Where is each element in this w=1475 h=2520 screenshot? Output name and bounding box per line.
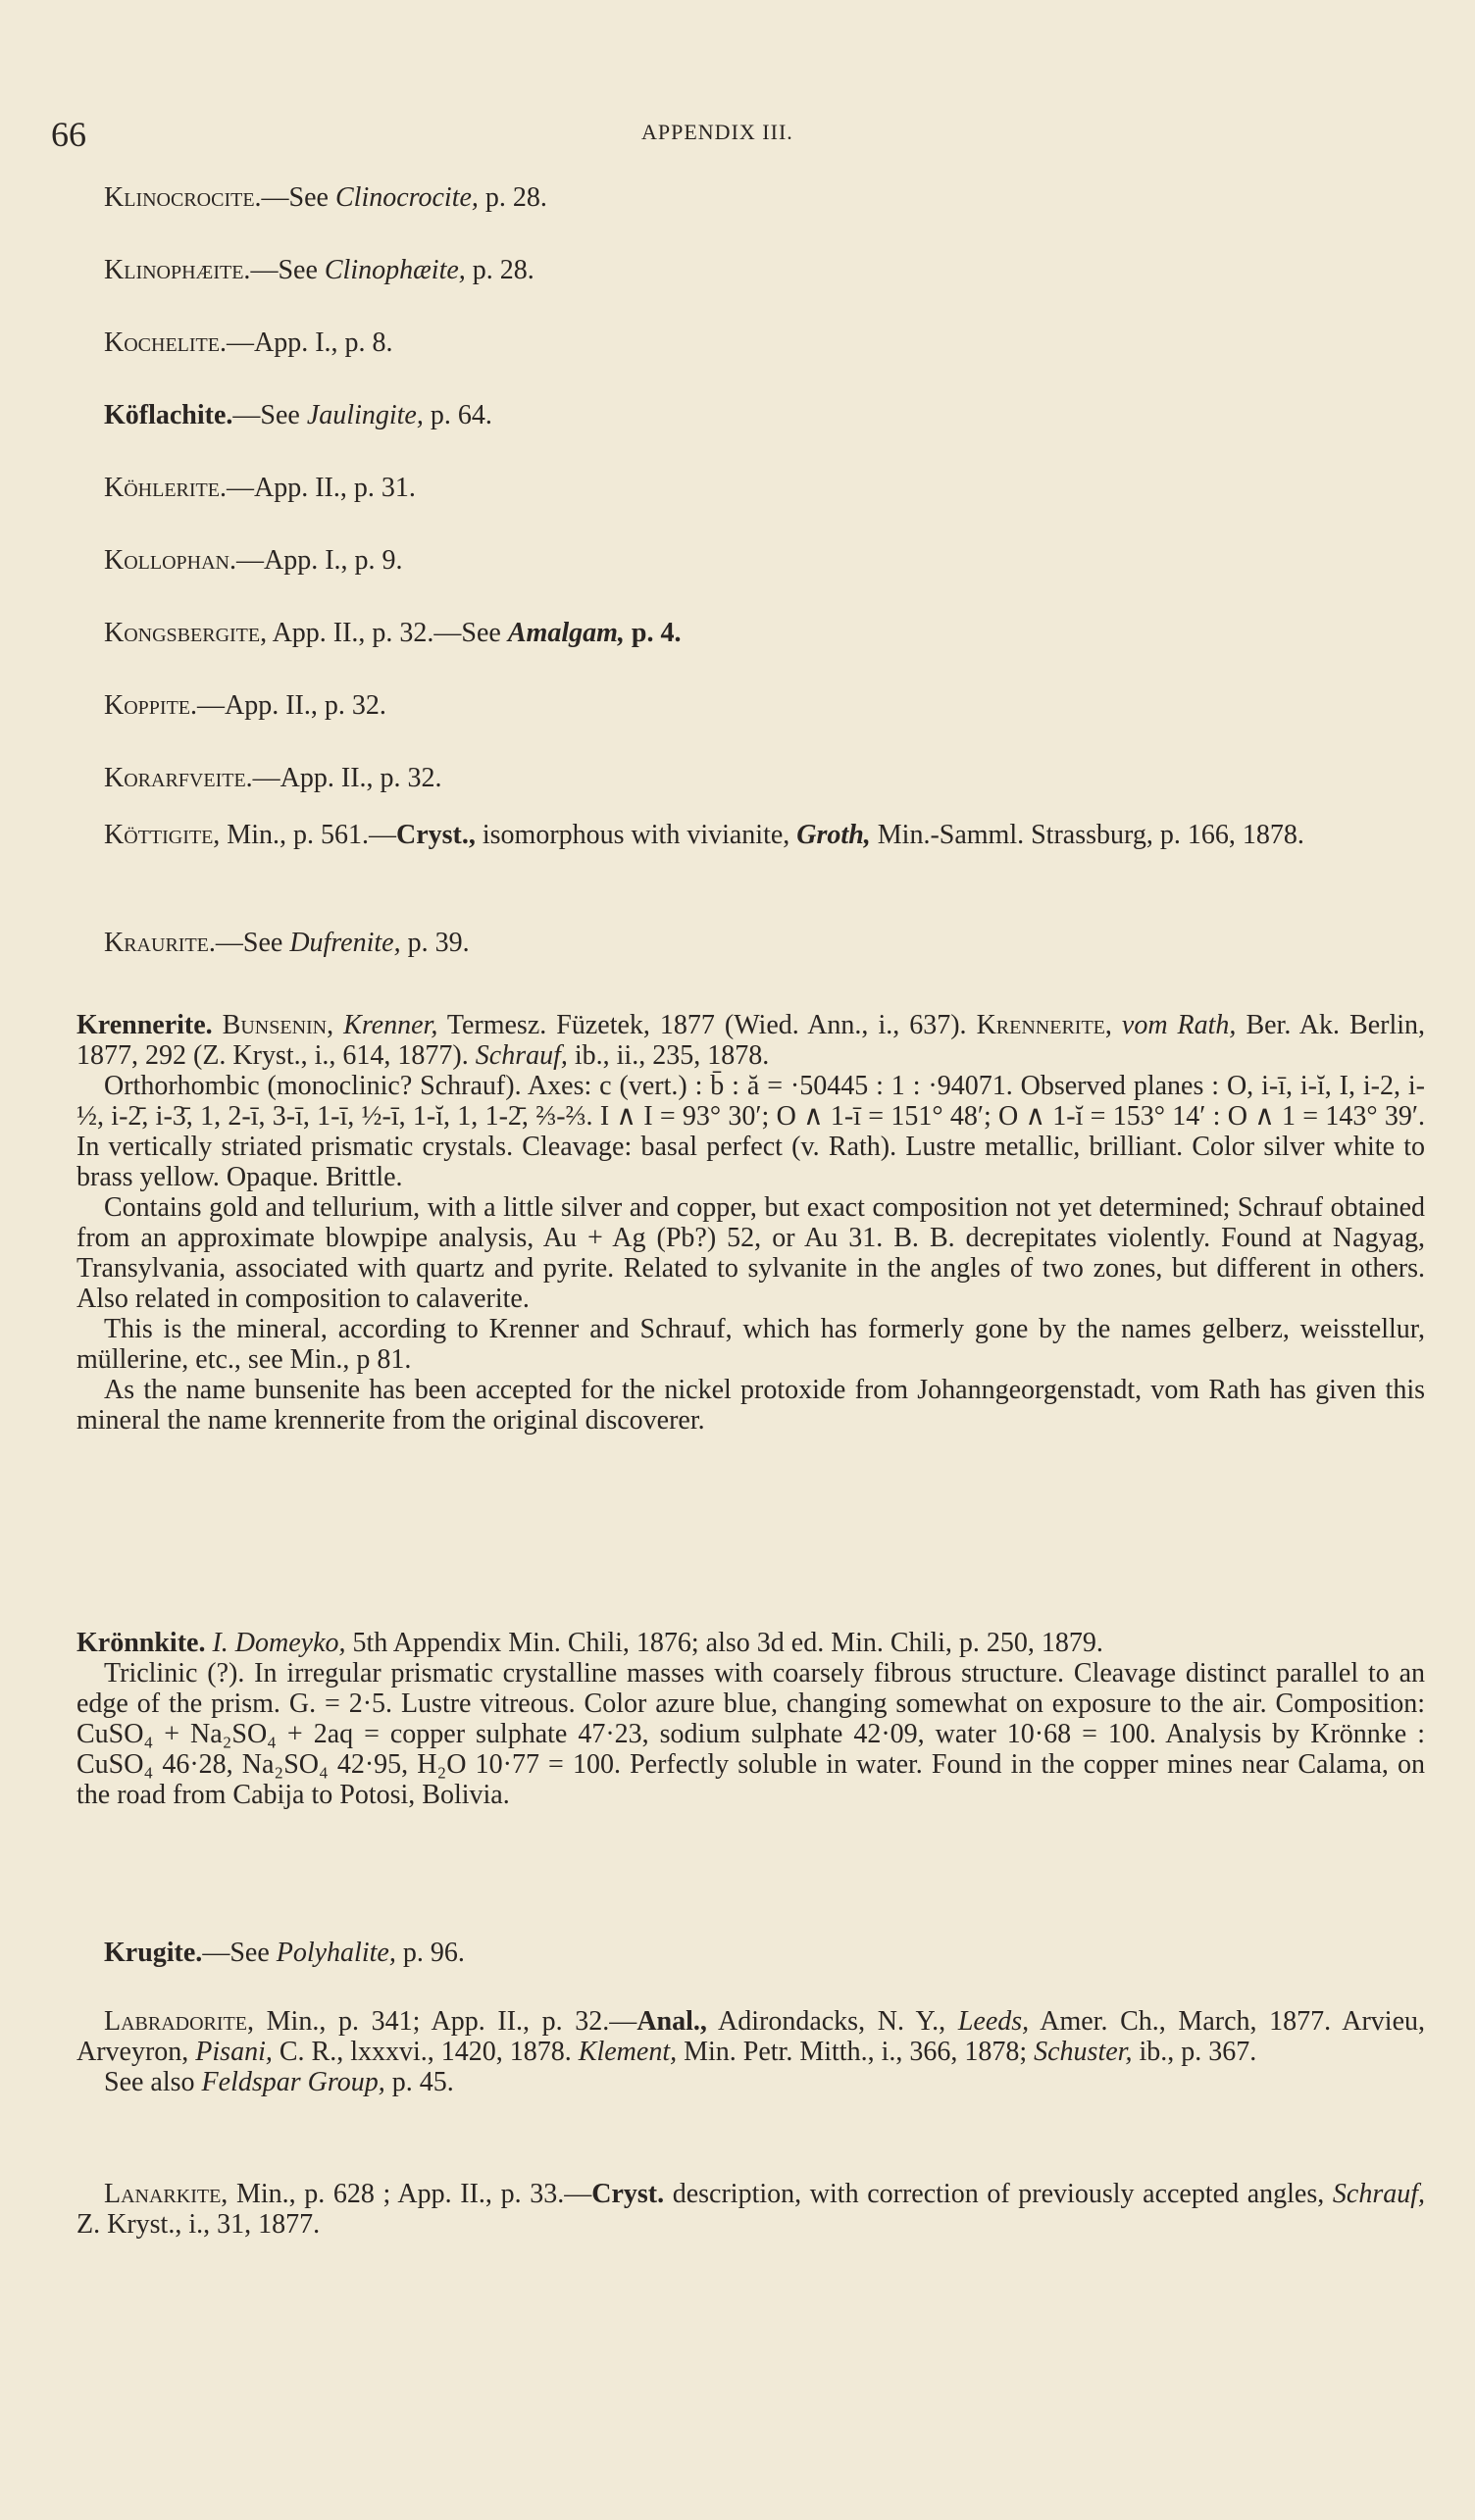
entry-kronnkite: Krönnkite. I. Domeyko, 5th Appendix Min. Chili, 1876; also 3d ed. Min. Chili, p. 250, 1879. Triclinic (?). In irregular prismatic crystalline masses with coarsely fibrous structure. Cleavage distinct parallel to an edge of the prism. G. = 2·5. Lustre vitreous. Color azure blue, changing somewhat on exposure to the air. Composition: CuSO₄ + Na₂SO₄ + 2aq = copper sulphate 47·23, sodium sulphate 42·09, water 10·68 = 100. Analysis by Krönnke : CuSO₄ 46·28, Na₂SO₄ 42·95, H₂O 10·77 = 100. Perfectly soluble in water. Found in the copper mines near Calama, on the road from Cabija to Potosi, Bolivia.: [76, 1628, 1425, 1810]
entry-korarfveite: Korarfveite.—App. II., p. 32.: [104, 763, 442, 793]
krennerite-note: This is the mineral, according to Krenner and Schrauf, which has formerly gone by the names gelberz, weisstellur, müllerine, etc., see Min., p 81.: [76, 1314, 1425, 1375]
krennerite-naming: As the name bunsenite has been accepted for the nickel protoxide from Johanngeorgenstadt, vom Rath has given this mineral the name krennerite from the original discoverer.: [76, 1375, 1425, 1436]
krennerite-composition: Contains gold and tellurium, with a little silver and copper, but exact composition not yet determined; Schrauf obtained from an approximate blowpipe analysis, Au + Ag (Pb?) 52, or Au 31. B. B. decrepitates violently. Found at Nagyag, Transylvania, associated with quartz and pyrite. Related to sylvanite in the angles of two zones, but different in others. Also related in composition to calaverite.: [76, 1192, 1425, 1314]
entry-klinocrocite: Klinocrocite.—See Clinocrocite, p. 28.: [104, 182, 547, 213]
entry-koppite: Koppite.—App. II., p. 32.: [104, 690, 386, 721]
entry-kohlerite: Köhlerite.—App. II., p. 31.: [104, 473, 416, 503]
headword: Krennerite.: [76, 1010, 213, 1040]
entry-kochelite: Kochelite.—App. I., p. 8.: [104, 328, 393, 358]
entry-kraurite: Kraurite.—See Dufrenite, p. 39.: [104, 928, 470, 958]
entry-klinophaeite: Klinophæite.—See Clinophæite, p. 28.: [104, 255, 534, 285]
entry-kongsbergite: Kongsbergite, App. II., p. 32.—See Amalgam, p. 4.: [104, 618, 682, 648]
krennerite-crystallography: Orthorhombic (monoclinic? Schrauf). Axes: c (vert.) : b̄ : ă = ·50445 : 1 : ·94071. Observed planes : O, i-ī, i-ĭ, I, i-2, i-½, i-2̄, i-3̄, 1, 2-ī, 3-ī, 1-ī, ½-ī, 1-ĭ, 1, 1-2̄, ⅔-⅔. I ∧ I = 93° 30′; O ∧ 1-ī = 151° 48′; O ∧ 1-ĭ = 153° 14′ : O ∧ 1 = 143° 39′. In vertically striated prismatic crystals. Cleavage: basal perfect (v. Rath). Lustre metallic, brilliant. Color silver white to brass yellow. Opaque. Brittle.: [76, 1071, 1425, 1192]
entry-krennerite: Krennerite. Bunsenin, Krenner, Termesz. Füzetek, 1877 (Wied. Ann., i., 637). Krennerite, vom Rath, Ber. Ak. Berlin, 1877, 292 (Z. Kryst., i., 614, 1877). Schrauf, ib., ii., 235, 1878. Orthorhombic (monoclinic? Schrauf). Axes: c (vert.) : b̄ : ă = ·50445 : 1 : ·94071. Observed planes : O, i-ī, i-ĭ, I, i-2, i-½, i-2̄, i-3̄, 1, 2-ī, 3-ī, 1-ī, ½-ī, 1-ĭ, 1, 1-2̄, ⅔-⅔. I ∧ I = 93° 30′; O ∧ 1-ī = 151° 48′; O ∧ 1-ĭ = 153° 14′ : O ∧ 1 = 143° 39′. In vertically striated prismatic crystals. Cleavage: basal perfect (v. Rath). Lustre metallic, brilliant. Color silver white to brass yellow. Opaque. Brittle. Contains gold and tellurium, with a little silver and copper, but exact composition not yet determined; Schrauf obtained from an approximate blowpipe analysis, Au + Ag (Pb?) 52, or Au 31. B. B. decrepitates violently. Found at Nagyag, Transylvania, associated with quartz and pyrite. Related to sylvanite in the angles of two zones, but different in others. Also related in composition to calaverite. This is the mineral, according to Krenner and Schrauf, which has formerly gone by the names gelberz, weisstellur, müllerine, etc., see Min., p 81. As the name bunsenite has been accepted for the nickel protoxide from Johanngeorgenstadt, vom Rath has given this mineral the name krennerite from the original discoverer.: [76, 1010, 1426, 1436]
entry-labradorite: Labradorite, Min., p. 341; App. II., p. 32.—Anal., Adirondacks, N. Y., Leeds, Amer. Ch., March, 1877. Arvieu, Arveyron, Pisani, C. R., lxxxvi., 1420, 1878. Klement, Min. Petr. Mitth., i., 366, 1878; Schuster, ib., p. 367. See also Feldspar Group, p. 45.: [76, 2006, 1425, 2097]
entry-kollophan: Kollophan.—App. I., p. 9.: [104, 545, 403, 576]
page-number: 66: [51, 115, 86, 154]
entry-kottigite: Köttigite, Min., p. 561.—Cryst., isomorphous with vivianite, Groth, Min.-Samml. Strassburg, p. 166, 1878.: [104, 820, 1304, 850]
entry-lanarkite: Lanarkite, Min., p. 628 ; App. II., p. 33.—Cryst. description, with correction of previously accepted angles, Schrauf, Z. Kryst., i., 31, 1877.: [76, 2179, 1425, 2240]
running-head: APPENDIX III.: [641, 120, 793, 144]
entry-koflachite: Köflachite.—See Jaulingite, p. 64.: [104, 400, 492, 430]
entry-krugite: Krugite.—See Polyhalite, p. 96.: [104, 1938, 465, 1968]
kronnkite-description: Triclinic (?). In irregular prismatic crystalline masses with coarsely fibrous structure. Cleavage distinct parallel to an edge of the prism. G. = 2·5. Lustre vitreous. Color azure blue, changing somewhat on exposure to the air. Composition: CuSO₄ + Na₂SO₄ + 2aq = copper sulphate 47·23, sodium sulphate 42·09, water 10·68 = 100. Analysis by Krönnke : CuSO₄ 46·28, Na₂SO₄ 42·95, H₂O 10·77 = 100. Perfectly soluble in water. Found in the copper mines near Calama, on the road from Cabija to Potosi, Bolivia.: [76, 1658, 1425, 1810]
